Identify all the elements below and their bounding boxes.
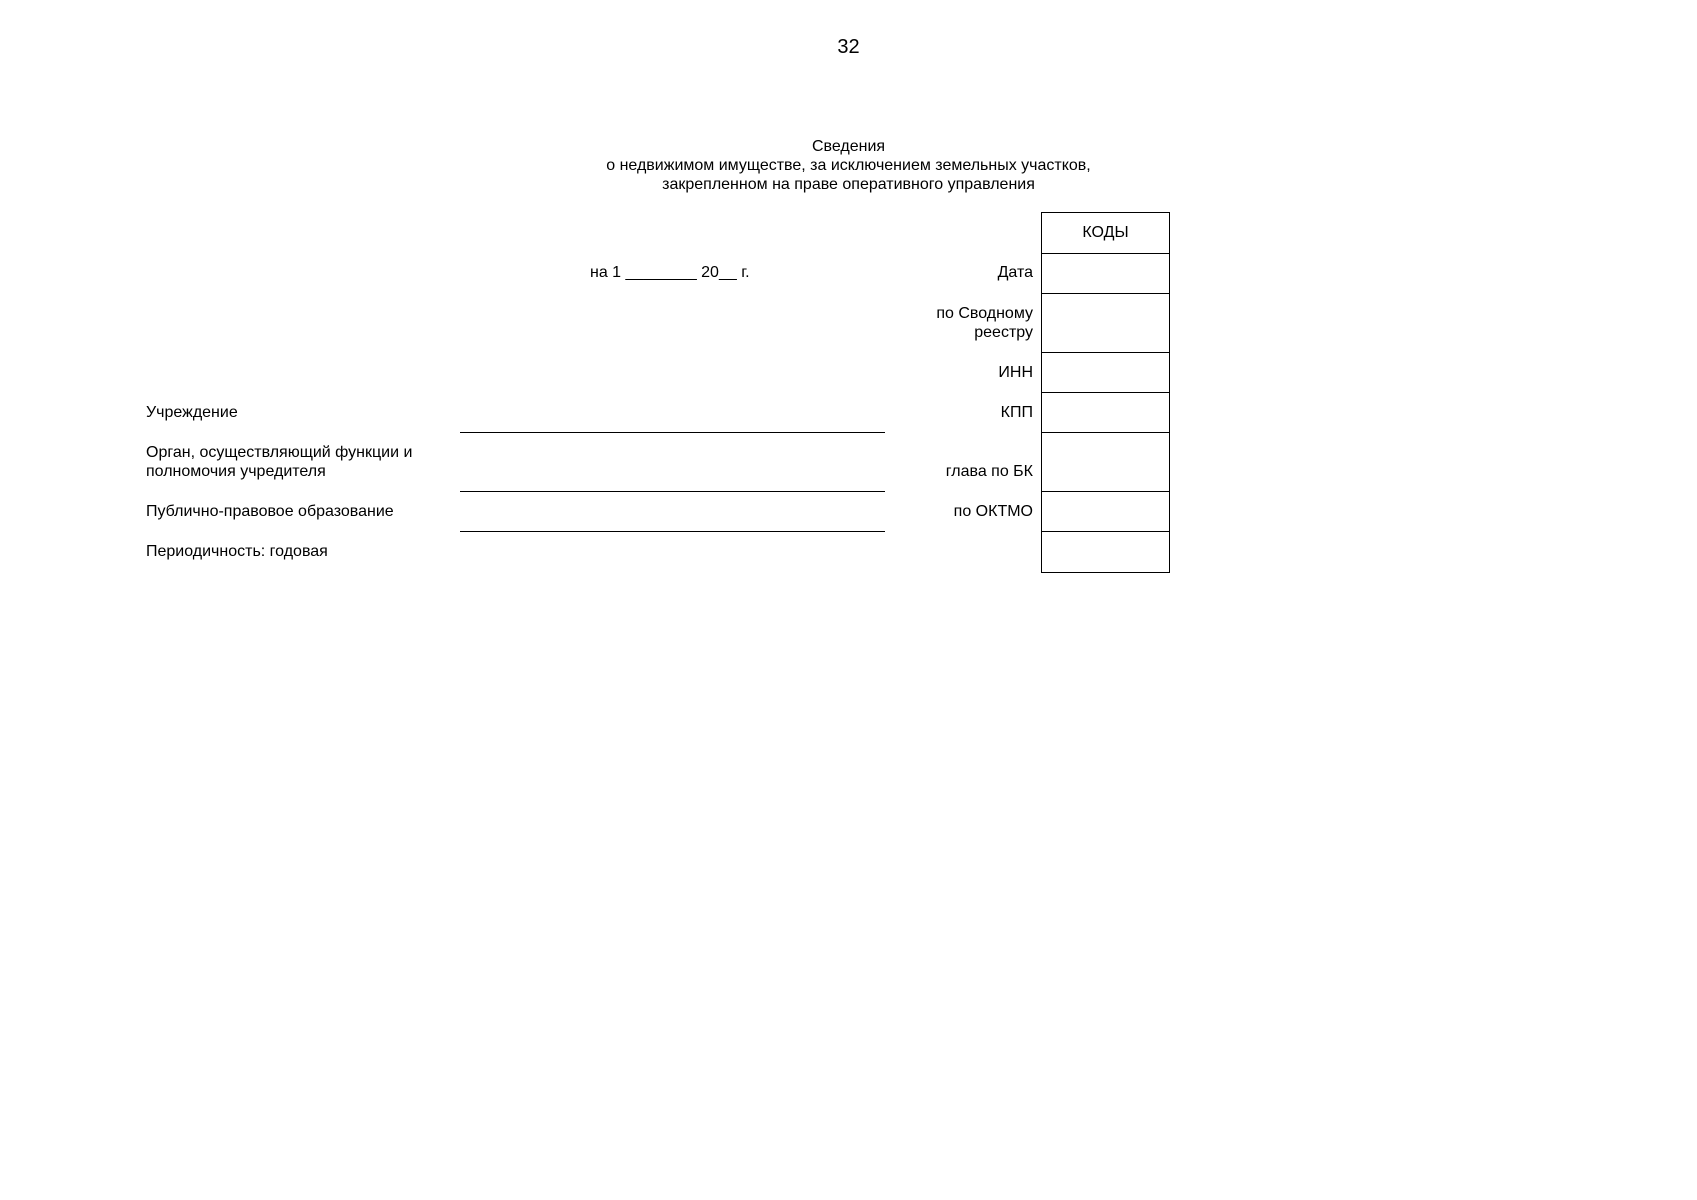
page-number: 32 [837, 36, 860, 58]
periodicity-label: Периодичность: годовая [146, 543, 328, 560]
codes-divider [1041, 293, 1170, 294]
registry-code-label-line2: реестру [974, 324, 1033, 341]
codes-divider [1041, 491, 1170, 492]
codes-divider [1041, 392, 1170, 393]
founder-label-line2: полномочия учредителя [146, 463, 326, 480]
public-entity-input-line[interactable] [460, 531, 885, 532]
codes-divider [1041, 531, 1170, 532]
institution-input-line[interactable] [460, 432, 885, 433]
form-subtitle-line1: о недвижимом имуществе, за исключением земельных участков, [606, 157, 1091, 174]
glava-code-label: глава по БК [945, 463, 1033, 480]
public-entity-label: Публично-правовое образование [146, 503, 394, 520]
codes-divider [1041, 352, 1170, 353]
codes-header: КОДЫ [1082, 223, 1129, 241]
report-date-line: на 1 ________ 20__ г. [590, 264, 750, 281]
codes-divider [1041, 253, 1170, 254]
form-subtitle-line2: закрепленном на праве оперативного управления [662, 176, 1035, 193]
oktmo-code-label: по ОКТМО [953, 503, 1033, 520]
date-code-label: Дата [997, 264, 1033, 281]
founder-input-line[interactable] [460, 491, 885, 492]
codes-divider [1041, 432, 1170, 433]
registry-code-label-line1: по Сводному [936, 305, 1033, 322]
inn-code-label: ИНН [998, 364, 1033, 381]
form-title: Сведения [811, 138, 886, 155]
institution-label: Учреждение [146, 404, 238, 421]
founder-label-line1: Орган, осуществляющий функции и [146, 444, 413, 461]
kpp-code-label: КПП [1000, 404, 1033, 421]
